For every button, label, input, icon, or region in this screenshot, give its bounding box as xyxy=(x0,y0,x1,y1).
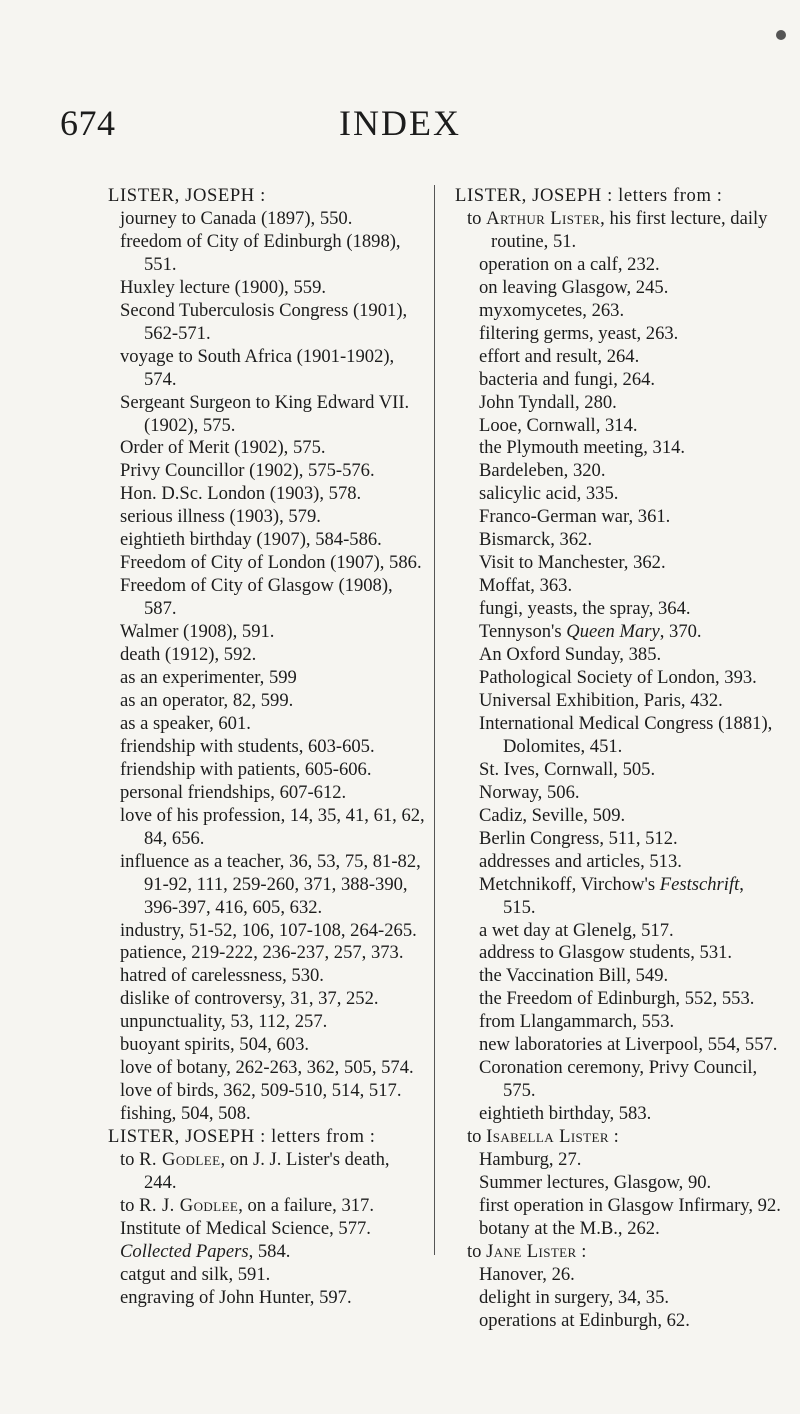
entry-text: : xyxy=(608,1126,619,1148)
index-entry: death (1912), 592. xyxy=(120,644,257,666)
entry-text: , on J. J. Lister's death, 244. xyxy=(144,1149,390,1193)
entry-prefix: to xyxy=(120,1149,140,1171)
index-entry: Norway, 506. xyxy=(479,781,580,803)
entry-group xyxy=(108,208,426,1126)
index-entry xyxy=(455,1126,781,1149)
person-name: R. J. Godlee xyxy=(139,1194,239,1216)
person-name: R. Godlee xyxy=(139,1149,221,1171)
index-entry: Berlin Congress, 511, 512. xyxy=(479,827,678,849)
index-entry xyxy=(455,1241,781,1264)
entry-prefix: to xyxy=(467,1240,487,1262)
entry-prefix: to xyxy=(467,207,487,229)
index-entry: Privy Councillor (1902), 575-576. xyxy=(120,460,375,482)
page-number: 674 xyxy=(60,103,116,143)
index-entry: addresses and articles, 513. xyxy=(479,850,682,872)
index-entry: operations at Edinburgh, 62. xyxy=(479,1309,690,1331)
index-entry: myxomycetes, 263. xyxy=(479,299,625,321)
index-entry: Bismarck, 362. xyxy=(479,529,593,551)
entry-text: , on a failure, 317. xyxy=(238,1194,374,1216)
index-entry: from Llangammarch, 553. xyxy=(479,1011,675,1033)
index-title: INDEX xyxy=(339,103,461,143)
index-entry: hatred of carelessness, 530. xyxy=(120,965,324,987)
index-entry: love of his profession, 14, 35, 41, 61, 62, 84, 656. xyxy=(120,804,425,849)
index-entry: new laboratories at Liverpool, 554, 557. xyxy=(479,1034,778,1056)
index-entry: catgut and silk, 591. xyxy=(120,1263,271,1285)
index-entry: personal friendships, 607-612. xyxy=(120,781,347,803)
index-entry: Looe, Cornwall, 314. xyxy=(479,414,638,436)
index-entry: bacteria and fungi, 264. xyxy=(479,368,656,390)
entry-prefix: to xyxy=(120,1194,140,1216)
column-divider xyxy=(434,185,435,1255)
index-entry: buoyant spirits, 504, 603. xyxy=(120,1034,310,1056)
index-entry: eightieth birthday (1907), 584-586. xyxy=(120,529,382,551)
index-entry: love of birds, 362, 509-510, 514, 517. xyxy=(120,1080,402,1102)
index-entry: filtering germs, yeast, 263. xyxy=(479,322,679,344)
index-entry: voyage to South Africa (1901-1902), 574. xyxy=(120,345,395,390)
index-entry: the Freedom of Edinburgh, 552, 553. xyxy=(479,988,755,1010)
index-entry: International Medical Congress (1881), Dolomites, 451. xyxy=(479,712,773,757)
book-title: Queen Mary xyxy=(566,621,660,643)
index-entry: Moffat, 363. xyxy=(479,575,573,597)
index-entry: Hamburg, 27. xyxy=(479,1149,582,1171)
index-entry: Universal Exhibition, Paris, 432. xyxy=(479,689,723,711)
index-entry: Visit to Manchester, 362. xyxy=(479,552,666,574)
book-title: Collected Papers xyxy=(120,1240,249,1262)
index-entry: Hon. D.Sc. London (1903), 578. xyxy=(120,483,362,505)
person-name: Isabella Lister xyxy=(486,1126,609,1148)
index-entry: fishing, 504, 508. xyxy=(120,1103,251,1125)
index-entry: engraving of John Hunter, 597. xyxy=(120,1286,352,1308)
index-entry: Summer lectures, Glasgow, 90. xyxy=(479,1171,712,1193)
entry-prefix: Tennyson's xyxy=(479,621,567,643)
index-entry: John Tyndall, 280. xyxy=(479,391,617,413)
index-entry: operation on a calf, 232. xyxy=(479,253,660,275)
index-entry: journey to Canada (1897), 550. xyxy=(120,207,353,229)
entry-text: : xyxy=(576,1240,587,1262)
entry-prefix: Metchnikoff, Virchow's xyxy=(479,873,660,895)
index-entry: Walmer (1908), 591. xyxy=(120,621,275,643)
index-entry xyxy=(108,1149,426,1195)
entry-text: , his first lecture, daily routine, 51. xyxy=(491,207,768,252)
index-entry: Sergeant Surgeon to King Edward VII. (1902), 575. xyxy=(120,391,410,436)
index-entry: St. Ives, Cornwall, 505. xyxy=(479,758,656,780)
person-name: Arthur Lister xyxy=(486,207,601,229)
index-entry: patience, 219-222, 236-237, 257, 373. xyxy=(120,942,404,964)
index-entry: influence as a teacher, 36, 53, 75, 81-82, 91-92, 111, 259-260, 371, 388-390, 396-397, 416, 605, 632. xyxy=(120,850,421,918)
index-entry: love of botany, 262-263, 362, 505, 574. xyxy=(120,1057,414,1079)
index-entry: as an experimenter, 599 xyxy=(120,667,297,689)
index-entry xyxy=(455,874,781,920)
index-heading: LISTER, JOSEPH : xyxy=(108,185,266,206)
index-entry: friendship with patients, 605-606. xyxy=(120,758,372,780)
index-entry: Institute of Medical Science, 577. xyxy=(120,1217,371,1239)
right-column xyxy=(455,185,781,1333)
index-entry: address to Glasgow students, 531. xyxy=(479,942,733,964)
index-entry xyxy=(108,1195,426,1218)
index-entry: Freedom of City of London (1907), 586. xyxy=(120,552,422,574)
index-entry: as an operator, 82, 599. xyxy=(120,689,294,711)
index-entry: botany at the M.B., 262. xyxy=(479,1217,660,1239)
index-entry: dislike of controversy, 31, 37, 252. xyxy=(120,988,379,1010)
index-entry: An Oxford Sunday, 385. xyxy=(479,644,662,666)
index-entry: Order of Merit (1902), 575. xyxy=(120,437,326,459)
index-entry: Freedom of City of Glasgow (1908), 587. xyxy=(120,575,393,620)
index-entry: freedom of City of Edinburgh (1898), 551. xyxy=(120,230,401,275)
index-entry: Franco-German war, 361. xyxy=(479,506,671,528)
index-entry: delight in surgery, 34, 35. xyxy=(479,1286,670,1308)
index-entry: salicylic acid, 335. xyxy=(479,483,619,505)
book-title: Festschrift xyxy=(659,873,740,895)
index-entry: the Vaccination Bill, 549. xyxy=(479,965,669,987)
index-entry: Second Tuberculosis Congress (1901), 562-571. xyxy=(120,299,408,344)
left-column xyxy=(108,185,426,1310)
page-header xyxy=(0,102,800,152)
index-entry xyxy=(455,621,781,644)
index-entry: Coronation ceremony, Privy Council, 575. xyxy=(479,1057,758,1102)
ink-spot xyxy=(776,30,786,40)
index-entry: the Plymouth meeting, 314. xyxy=(479,437,686,459)
index-entry: eightieth birthday, 583. xyxy=(479,1103,652,1125)
index-heading: LISTER, JOSEPH : letters from : xyxy=(455,185,723,206)
entry-text: , 584. xyxy=(248,1240,291,1262)
index-entry: as a speaker, 601. xyxy=(120,712,251,734)
index-heading: LISTER, JOSEPH : letters from : xyxy=(108,1126,376,1148)
index-entry xyxy=(455,208,781,254)
index-entry: on leaving Glasgow, 245. xyxy=(479,276,669,298)
index-entry: industry, 51-52, 106, 107-108, 264-265. xyxy=(120,919,417,941)
index-entry: Hanover, 26. xyxy=(479,1263,575,1285)
index-entry: Pathological Society of London, 393. xyxy=(479,667,757,689)
index-entry: effort and result, 264. xyxy=(479,345,640,367)
person-name: Jane Lister xyxy=(486,1240,577,1262)
index-entry: friendship with students, 603-605. xyxy=(120,735,375,757)
index-entry: unpunctuality, 53, 112, 257. xyxy=(120,1011,328,1033)
index-entry: serious illness (1903), 579. xyxy=(120,506,321,528)
index-entry: a wet day at Glenelg, 517. xyxy=(479,919,674,941)
index-entry: Huxley lecture (1900), 559. xyxy=(120,276,327,298)
index-entry: Cadiz, Seville, 509. xyxy=(479,804,626,826)
entry-text: , 370. xyxy=(659,621,702,643)
index-entry: first operation in Glasgow Infirmary, 92. xyxy=(479,1194,781,1216)
index-entry: fungi, yeasts, the spray, 364. xyxy=(479,598,691,620)
index-entry xyxy=(108,1241,426,1264)
index-entry: Bardeleben, 320. xyxy=(479,460,606,482)
entry-prefix: to xyxy=(467,1126,487,1148)
entry-text: , 515. xyxy=(503,873,744,918)
